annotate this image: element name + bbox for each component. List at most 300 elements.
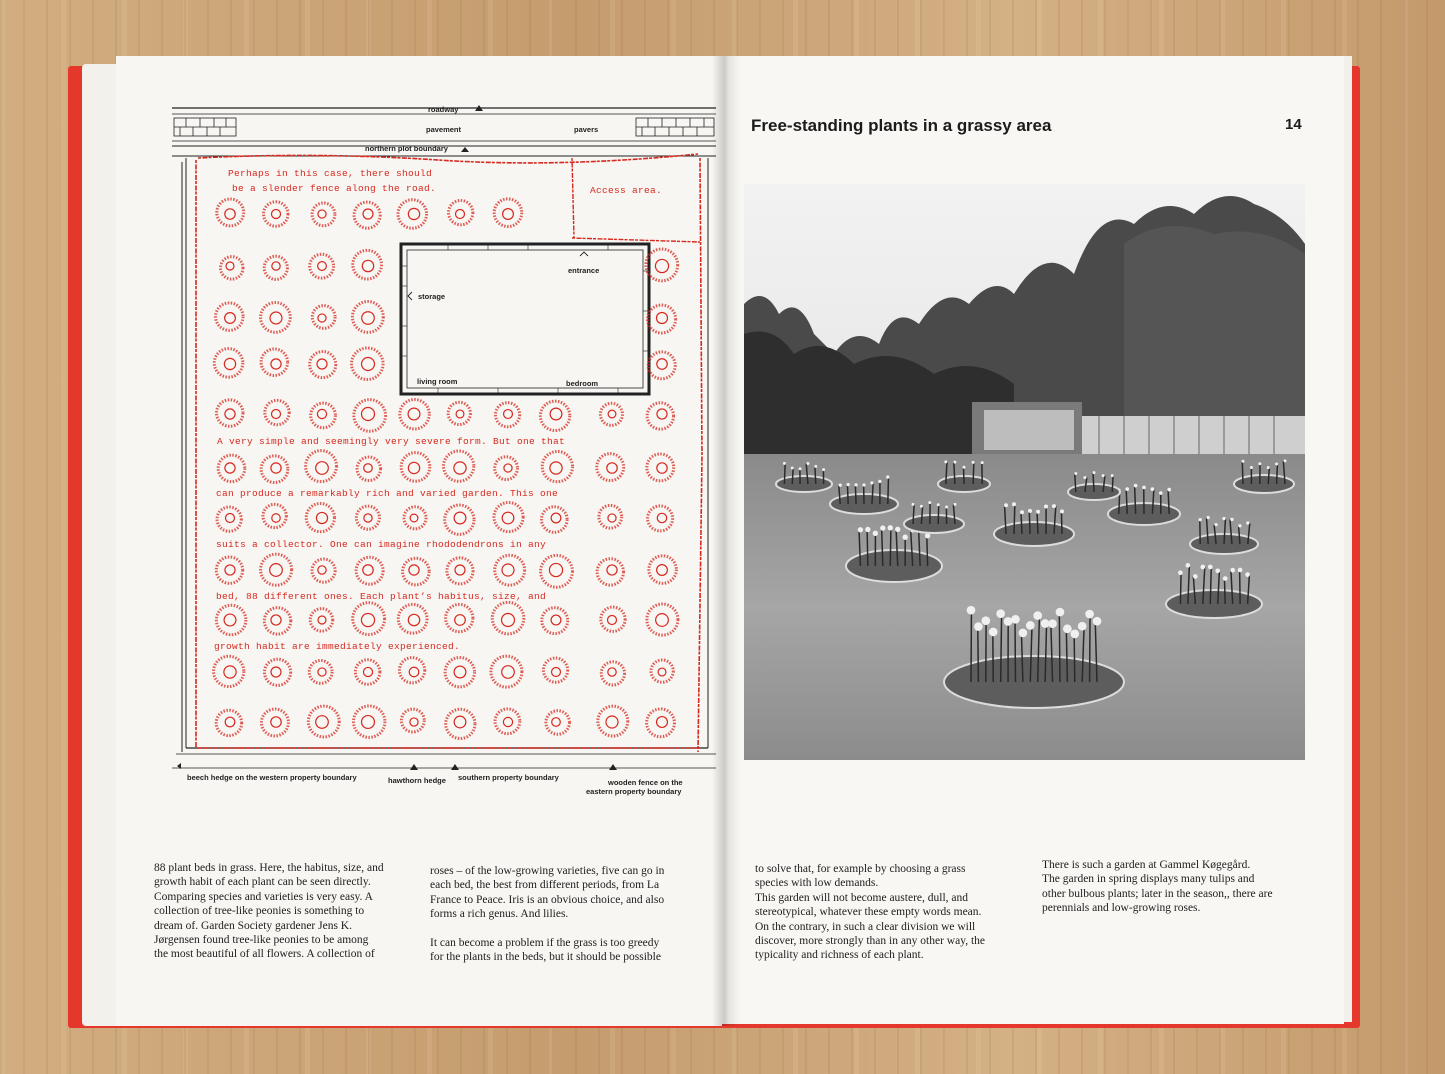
plant-bed-halo	[312, 203, 335, 226]
plant-bed	[225, 209, 235, 219]
plant-bed-halo	[446, 709, 475, 738]
photo-flower-stem	[1001, 614, 1002, 682]
photo-flower-head	[1284, 459, 1287, 462]
plant-bed-halo	[449, 200, 473, 224]
page-title: Free-standing plants in a grassy area	[751, 116, 1052, 135]
photo-flower-head	[1193, 574, 1198, 579]
plant-bed	[225, 565, 235, 575]
photo-flower-head	[895, 527, 900, 532]
plant-bed	[454, 512, 466, 524]
label-wooden-fence-2: eastern property boundary	[586, 787, 682, 796]
plant-bed-halo	[400, 399, 429, 428]
plant-bed-halo	[310, 609, 333, 632]
plant-bed	[361, 407, 374, 420]
text-line: perennials and low-growing roses.	[1042, 902, 1201, 915]
photo-flower-head	[928, 501, 931, 504]
photo-flower-head	[996, 609, 1005, 618]
photo-flower-head	[846, 483, 849, 486]
photo-flower-head	[806, 462, 809, 465]
house	[401, 244, 649, 394]
plant-bed	[317, 409, 326, 418]
photo-flower-head	[858, 527, 863, 532]
plant-bed	[408, 408, 420, 420]
plant-bed-halo	[217, 400, 244, 427]
plant-bed-halo	[600, 403, 622, 425]
photo-flower-head	[1026, 621, 1035, 630]
photo-flower-head	[1004, 503, 1008, 507]
photo-flower-stem	[927, 536, 928, 566]
plant-bed	[656, 614, 669, 627]
plant-bed	[657, 513, 666, 522]
photo-flower-head	[1063, 624, 1072, 633]
plant-bed	[317, 359, 327, 369]
plant-bed-halo	[310, 254, 334, 278]
plant-bed-halo	[601, 662, 624, 685]
photo-flower-head	[880, 525, 885, 530]
photo-flower-head	[974, 622, 983, 631]
plant-bed-halo	[261, 349, 288, 376]
plant-bed-halo	[312, 306, 335, 329]
photo-flower-head	[1019, 629, 1028, 638]
plant-bed-halo	[309, 661, 332, 684]
photo-flower-head	[920, 505, 923, 508]
plant-bed	[504, 464, 512, 472]
text-line: stereotypical, whatever these empty words mean.	[755, 906, 982, 919]
plant-bed-halo	[261, 709, 288, 736]
plant-bed	[361, 613, 374, 626]
plant-bed	[607, 463, 617, 473]
text-line: Jørgensen found tree-like peonies to be among	[154, 934, 369, 947]
photo-flower-stem	[1066, 629, 1067, 682]
photo-flower-head	[1246, 521, 1249, 524]
note-text-5: growth habit are immediately experienced.	[214, 641, 461, 652]
photo-flower-stem	[1180, 573, 1181, 604]
plant-bed	[552, 718, 561, 727]
plant-bed-halo	[356, 557, 383, 584]
photo-flower-head	[1230, 518, 1233, 521]
plant-bed	[606, 716, 618, 728]
photo-flower-head	[925, 533, 930, 538]
photo-flower-head	[862, 483, 865, 486]
label-pavement: pavement	[426, 125, 462, 134]
text-line: On the contrary, in such a clear division we will	[755, 920, 976, 933]
plant-bed	[225, 463, 235, 473]
plant-bed-halo	[310, 352, 336, 378]
plant-bed-halo	[312, 559, 335, 582]
photo-flower-head	[989, 628, 998, 637]
plant-bed-halo	[648, 506, 673, 531]
photo-flower-stem	[1240, 570, 1241, 604]
left-text-column-1	[154, 861, 384, 962]
plant-bed	[658, 668, 666, 676]
photo-flower-head	[822, 468, 825, 471]
photo-flower-head	[1199, 518, 1202, 521]
photo-flower-stem	[978, 627, 979, 682]
text-line: each bed, the best from different periods, from La	[430, 879, 660, 892]
plant-bed-halo	[355, 660, 380, 685]
text-line: France to Peace. Iris is an obvious choice, and also	[430, 893, 665, 906]
plant-bed	[225, 717, 235, 727]
plant-bed-halo	[214, 656, 244, 686]
plant-bed-halo	[494, 199, 522, 227]
photo-flower-head	[1036, 510, 1040, 514]
photo-flower-head	[944, 460, 947, 463]
plant-bed	[503, 209, 514, 220]
photo-flower-head	[1242, 460, 1245, 463]
text-line: for the plants in the beds, but it should be possible	[430, 951, 661, 964]
photo-flower-head	[1060, 509, 1064, 513]
label-hawthorn-hedge: hawthorn hedge	[388, 776, 446, 785]
plant-bed	[608, 668, 616, 676]
photo-flower-head	[1056, 608, 1065, 617]
photo-flower-head	[1048, 619, 1057, 628]
plant-bed-halo	[597, 454, 624, 481]
plant-bed	[408, 614, 419, 625]
plant-bed-halo	[356, 506, 379, 529]
text-line: roses – of the low-growing varieties, five can go in	[430, 865, 665, 877]
plant-bed-halo	[217, 507, 241, 531]
text-line: collection of tree-like peonies is something to	[154, 905, 365, 918]
plant-beds	[214, 199, 678, 739]
photo-flower-head	[1250, 466, 1253, 469]
plant-bed	[409, 667, 419, 677]
text-line: There is such a garden at Gammel Køgegård.	[1042, 859, 1251, 871]
plant-bed-halo	[264, 608, 290, 634]
plant-bed	[271, 409, 280, 418]
plant-bed	[224, 666, 236, 678]
photo-flower-stem	[1021, 512, 1022, 534]
photo-flower-head	[1041, 619, 1050, 628]
photo-flower-head	[791, 466, 794, 469]
photo-flower-head	[1033, 611, 1042, 620]
plant-bed-halo	[265, 400, 289, 424]
plant-bed-halo	[216, 557, 242, 583]
plant-bed	[454, 666, 466, 678]
note-text-2: can produce a remarkably rich and varied garden. This one	[216, 488, 559, 499]
photo-flower-head	[1238, 524, 1241, 527]
plant-bed	[318, 314, 326, 322]
plant-bed-halo	[352, 302, 383, 333]
photo-flower-head	[1151, 487, 1155, 491]
plant-bed-halo	[599, 505, 622, 528]
photo-flower-head	[1186, 563, 1191, 568]
photo-flower-head	[1167, 488, 1171, 492]
photo-flower-head	[972, 461, 975, 464]
photo-flower-head	[1178, 570, 1183, 575]
note-fence-2: be a slender fence along the road.	[232, 183, 437, 194]
plant-bed-halo	[646, 249, 678, 281]
plant-bed	[607, 565, 617, 575]
photo-flower-stem	[888, 477, 889, 504]
plant-bed-halo	[352, 348, 384, 380]
plant-bed	[224, 358, 235, 369]
photo-flower-stem	[1074, 634, 1075, 682]
plant-bed-halo	[494, 502, 523, 531]
plant-bed-halo	[540, 401, 569, 430]
plant-bed	[657, 409, 667, 419]
plant-bed-halo	[647, 604, 678, 635]
plant-bed	[657, 359, 667, 369]
plant-bed	[454, 716, 466, 728]
photo-flower-head	[865, 527, 870, 532]
right-text-column-2	[1042, 858, 1273, 916]
plant-bed-halo	[261, 303, 291, 333]
photo-flower-head	[963, 466, 966, 469]
text-line: 88 plant beds in grass. Here, the habitus, size, and	[154, 862, 384, 874]
plant-bed	[503, 717, 512, 726]
text-line: growth habit of each plant can be seen directly.	[154, 876, 371, 889]
plant-bed-halo	[546, 711, 570, 735]
plant-bed-halo	[264, 659, 290, 685]
plant-bed-halo	[446, 604, 473, 631]
boundary-arrow	[461, 147, 469, 152]
plant-bed-halo	[601, 607, 625, 631]
photo-flower-stem	[1210, 567, 1211, 604]
plant-bed-halo	[492, 602, 524, 634]
plant-bed	[272, 514, 280, 522]
photo-flower-stem	[1075, 473, 1076, 492]
plant-bed-halo	[353, 603, 385, 635]
photo-flower-stem	[1093, 473, 1094, 492]
plant-bed-halo	[647, 454, 674, 481]
photo-flower-stem	[938, 505, 939, 524]
plant-bed-halo	[542, 451, 572, 481]
text-line: species with low demands.	[755, 877, 879, 890]
photo-flower-stem	[815, 466, 816, 484]
plant-bed	[318, 262, 327, 271]
plant-bed-halo	[398, 200, 427, 229]
plant-bed	[455, 565, 465, 575]
plant-bed	[657, 565, 668, 576]
photo-flower-head	[945, 505, 948, 508]
plant-bed	[656, 312, 667, 323]
photo-flower-stem	[1037, 512, 1038, 534]
plant-bed	[225, 409, 235, 419]
photo-flower-head	[1200, 565, 1205, 570]
plant-bed	[502, 666, 515, 679]
photo-flower-head	[1020, 510, 1024, 514]
photo-flower-head	[937, 503, 940, 506]
note-fence-1: Perhaps in this case, there should	[228, 168, 433, 179]
photo-flower-head	[1275, 462, 1278, 465]
plant-bed	[271, 209, 280, 218]
plant-bed	[363, 565, 373, 575]
plant-bed	[364, 464, 373, 473]
plant-bed-halo	[647, 709, 675, 737]
plant-bed-halo	[649, 556, 677, 584]
text-line: discover, more strongly than in any other way, the	[755, 935, 986, 948]
photo-flower-stem	[1029, 511, 1030, 534]
plant-bed	[454, 462, 466, 474]
photo-flower-head	[1093, 471, 1096, 474]
photo-flower-head	[1083, 476, 1086, 479]
plant-bed-halo	[495, 709, 520, 734]
plant-bed	[502, 564, 514, 576]
plant-bed-halo	[401, 453, 430, 482]
photo-flower-head	[783, 462, 786, 465]
plant-bed-halo	[491, 656, 522, 687]
text-line: dream of. Garden Society gardener Jens K.	[154, 919, 352, 932]
plant-bed	[550, 408, 562, 420]
photo-flower-head	[873, 531, 878, 536]
plant-bed-halo	[261, 456, 288, 483]
plant-bed	[409, 565, 419, 575]
photo-flower-head	[878, 480, 881, 483]
plant-bed	[456, 410, 464, 418]
plant-bed	[271, 717, 281, 727]
plant-bed-halo	[398, 604, 427, 633]
photo-flower-head	[967, 606, 976, 615]
plant-bed	[657, 717, 668, 728]
pavers-right	[636, 118, 714, 136]
plant-bed	[408, 208, 419, 219]
photo-flower-head	[814, 465, 817, 468]
text-line: the most beautiful of all flowers. A collection of	[154, 948, 375, 961]
plant-bed-halo	[216, 605, 246, 635]
plant-bed	[272, 262, 280, 270]
plant-bed-halo	[648, 352, 675, 379]
plan-drawing	[168, 96, 724, 808]
photo-flower-head	[1222, 517, 1225, 520]
photo-flower-head	[888, 525, 893, 530]
plant-bed	[502, 614, 515, 627]
photo-flower-head	[1159, 491, 1163, 495]
text-line: typicality and richness of each plant.	[755, 949, 924, 962]
photo-flower-head	[954, 503, 957, 506]
plant-bed-halo	[495, 457, 518, 480]
plant-bed-halo	[495, 403, 519, 427]
text-line: It can become a problem if the grass is too greedy	[430, 936, 660, 949]
plant-bed	[271, 667, 281, 677]
plant-bed-halo	[354, 400, 386, 432]
photo-flower-head	[854, 483, 857, 486]
note-text-3: suits a collector. One can imagine rhododendrons in any	[216, 539, 547, 550]
plant-bed-halo	[445, 505, 474, 534]
plant-bed	[456, 210, 465, 219]
plant-bed	[318, 210, 326, 218]
plant-bed-halo	[306, 503, 334, 531]
photo-flower-head	[1111, 474, 1114, 477]
plant-bed	[271, 463, 281, 473]
photo-flower-head	[1028, 509, 1032, 513]
text-line: Comparing species and varieties is very easy. A	[154, 890, 373, 903]
photo-flower-stem	[1277, 464, 1278, 484]
plant-bed-halo	[647, 403, 673, 429]
photo-flower-head	[870, 481, 873, 484]
photo-flower-head	[1214, 523, 1217, 526]
plant-bed	[318, 566, 326, 574]
plant-bed	[362, 358, 375, 371]
photo-flower-head	[1206, 516, 1209, 519]
photo-flower-head	[1004, 617, 1013, 626]
plant-bed-halo	[444, 451, 474, 481]
plant-bed-halo	[264, 202, 288, 226]
plant-bed-halo	[495, 555, 525, 585]
photo-flower-head	[1052, 504, 1056, 508]
photo-flower-stem	[1224, 579, 1225, 604]
plant-bed	[410, 514, 418, 522]
photo-flower-head	[839, 484, 842, 487]
plant-bed-halo	[598, 706, 628, 736]
plant-bed	[364, 514, 372, 522]
photo-flower-head	[1238, 568, 1243, 573]
plant-bed	[455, 615, 466, 626]
plant-bed	[362, 716, 375, 729]
photo-flower-head	[1134, 484, 1138, 488]
plant-bed	[318, 616, 326, 624]
plant-bed	[550, 462, 562, 474]
photo-flower-stem	[1135, 486, 1136, 514]
plant-bed	[608, 616, 617, 625]
plant-bed-halo	[306, 451, 337, 482]
text-line: This garden will not become austere, dull, and	[755, 891, 969, 904]
plant-bed	[552, 668, 561, 677]
plant-bed	[318, 668, 326, 676]
photo-flower-head	[981, 461, 984, 464]
plant-bed-halo	[263, 504, 286, 527]
plant-bed	[362, 260, 373, 271]
label-bedroom: bedroom	[566, 379, 599, 388]
photo-flower-head	[1230, 568, 1235, 573]
page-number: 14	[1285, 116, 1302, 133]
label-living-room: living room	[417, 377, 458, 386]
plant-bed	[271, 615, 281, 625]
plant-bed-halo	[404, 507, 426, 529]
plant-bed-halo	[261, 554, 292, 585]
plant-bed-halo	[216, 303, 243, 330]
plant-bed-halo	[648, 305, 676, 333]
photo-flower-head	[1078, 622, 1087, 631]
photo-flower-head	[1125, 487, 1129, 491]
plant-bed-halo	[214, 349, 243, 378]
photo-flower-head	[886, 475, 889, 478]
photo-flower-stem	[784, 463, 785, 484]
label-southern-boundary: southern property boundary	[458, 773, 559, 782]
plant-bed-halo	[543, 658, 567, 682]
photo-flower-head	[1070, 630, 1079, 639]
photo-flower-stem	[792, 468, 793, 484]
plant-bed-halo	[651, 660, 673, 682]
plant-bed	[316, 512, 327, 523]
photo-flower-head	[1074, 472, 1077, 475]
plant-bed-halo	[357, 457, 381, 481]
photo-flower-stem	[1112, 476, 1113, 492]
label-roadway: roadway	[428, 105, 459, 114]
photo-flower-head	[1267, 466, 1270, 469]
photo-flower-stem	[855, 485, 856, 504]
plant-bed	[504, 410, 513, 419]
photo-flower-head	[1223, 576, 1228, 581]
photo-flower-head	[1245, 572, 1250, 577]
plant-bed	[551, 513, 561, 523]
plant-bed-halo	[217, 199, 244, 226]
plant-bed	[270, 312, 282, 324]
label-beech-hedge: beech hedge on the western property boundary	[187, 773, 357, 782]
plant-bed-halo	[264, 256, 287, 279]
plant-bed-halo	[403, 558, 430, 585]
plant-bed	[363, 667, 372, 676]
label-entrance: entrance	[568, 266, 600, 275]
plant-bed	[608, 410, 616, 418]
photo-flower-stem	[1242, 461, 1243, 484]
plant-bed-halo	[353, 706, 384, 737]
note-text-1: A very simple and seemingly very severe form. But one that	[217, 436, 566, 447]
photo-flower-head	[1102, 474, 1105, 477]
plant-bed-halo	[218, 455, 245, 482]
left-text-column-2	[430, 864, 664, 964]
note-access-area: Access area.	[590, 185, 663, 196]
plant-bed-halo	[353, 250, 382, 279]
